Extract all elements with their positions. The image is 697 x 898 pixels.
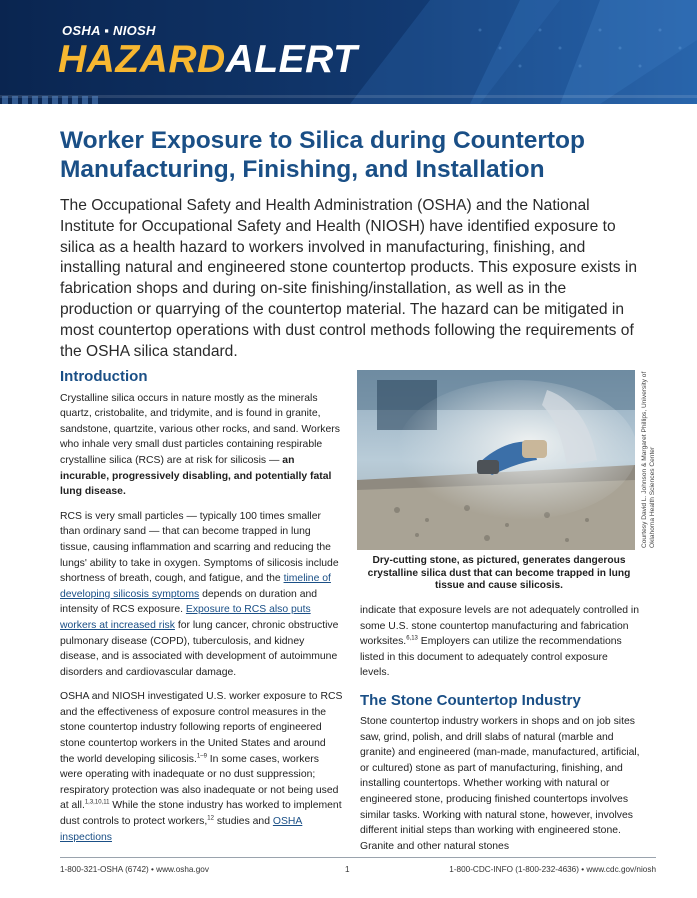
- intro-p3-text-b: In some cases, workers were operating with inadequate or no dust suppression; respiratory protection was also inadequate or not being used at all.: [60, 753, 339, 812]
- banner-orgs: OSHA ▪ NIOSH: [62, 23, 156, 38]
- intro-p1-text: Crystalline silica occurs in nature mostly as the minerals quartz, cristobalite, and tridymite, and is found in granite, sandstone, quartzite, various other rocks, and sand. Workers who inhale very small dust particles containing respirable crystalline silica (RCS) are at risk for silicosis —: [60, 392, 340, 466]
- increased-risk-link[interactable]: Exposure to RCS also puts workers at increased risk: [60, 604, 311, 631]
- intro-p3-sup3: 12: [207, 815, 214, 822]
- intro-p2-text-a: RCS is very small particles — typically 100 times smaller than ordinary sand — that can become trapped in lung tissue, causing inflammation and scarring and reducing the lungs' ability to take in oxygen. Symptoms of silicosis include shortness of breath, cough, and fatigue, and the: [60, 510, 339, 585]
- intro-p2: [60, 509, 343, 681]
- intro-p3-sup1: 1–9: [196, 753, 207, 760]
- header-banner: [0, 0, 697, 104]
- industry-heading: The Stone Countertop Industry: [360, 692, 581, 709]
- page-title: Worker Exposure to Silica during Countertop Manufacturing, Finishing, and Installation: [60, 127, 585, 183]
- industry-heading-wrap: [360, 693, 650, 715]
- banner-alert-word: ALERT: [225, 38, 358, 81]
- silicosis-timeline-link[interactable]: timeline of developing silicosis symptoms: [60, 573, 331, 600]
- photo-illustration: [357, 370, 635, 550]
- introduction-heading: Introduction: [60, 368, 148, 385]
- right-continuation-text: [360, 603, 640, 681]
- photo-credit: Courtesy David L. Johnson & Margaret Phillips, University of Oklahoma Health Sciences Center: [641, 371, 656, 548]
- banner-hazard-word: HAZARD: [58, 38, 226, 81]
- footer-divider: [60, 857, 656, 858]
- banner-wordmark: [58, 38, 357, 82]
- right-column-continuation: [360, 603, 640, 690]
- intro-p1-bold: an incurable, progressively disabling, and potentially fatal lung disease.: [60, 454, 332, 498]
- industry-section: [360, 714, 642, 863]
- right-continuation-b: Employers can utilize the recommendations listed in this document to adequately control exposure levels.: [360, 636, 622, 679]
- intro-p3-text-a: OSHA and NIOSH investigated U.S. worker exposure to RCS and the effectiveness of exposure control measures in the stone countertop industry following reports of engineered stone countertop workers in the United States and around the world developing silicosis.: [60, 691, 343, 765]
- intro-paragraph: The Occupational Safety and Health Administration (OSHA) and the National Institute for Occupational Safety and Health (NIOSH) have identified exposure to silica as a health hazard to workers involved in manufacturing, finishing, and installing natural and engineered stone countertop products. This exposure exists in fabrication shops and during on-site finishing/installation, as well as in the production or quarrying of the countertop material. The hazard can be mitigated in most countertop operations with dust control methods following the requirements of the OSHA silica standard.: [60, 197, 638, 360]
- osha-inspections-link[interactable]: OSHA inspections: [60, 816, 303, 843]
- intro-p3-text-c: While the stone industry has worked to implement dust controls to protect workers,: [60, 800, 342, 828]
- footer-cdc-contact: 1-800-CDC-INFO (1-800-232-4636) • www.cdc.gov/niosh: [449, 865, 656, 874]
- footer-osha-contact: 1-800-321-OSHA (6742) • www.osha.gov: [60, 865, 209, 874]
- page-number: 1: [345, 865, 350, 874]
- intro-p2-text-c: for lung cancer, chronic obstructive pulmonary disease (COPD), tuberculosis, and kidney disease, and is associated with development of autoimmune disorders and cardiovascular damage.: [60, 619, 339, 678]
- intro-p1: [60, 391, 343, 500]
- introduction-section: [60, 369, 343, 854]
- right-continuation-sup: 6,13: [406, 635, 418, 642]
- right-continuation-a: indicate that exposure levels are not adequately controlled in some U.S. stone countertop manufacturing and fabrication worksites.: [360, 605, 639, 648]
- intro-p3: [60, 689, 343, 845]
- intro-p3-sup2: 1,3,10,11: [84, 799, 110, 806]
- intro-p2-text-b: depends on duration and intensity of RCS exposure.: [60, 588, 318, 616]
- dry-cutting-photo: [357, 370, 635, 550]
- industry-text: Stone countertop industry workers in shops and on job sites saw, grind, polish, and drill slabs of natural (marble and granite) and engineered (man-made, manufactured, artificial, or cultured) stone as part of manufacturing, finishing, and installing countertops. Whether working with natural or engineered stone, producing finished countertops involves similar tasks. Working with natural stone, however, involves different initial steps than working with engineered stone. Granite and other natural stones: [360, 716, 640, 852]
- photo-caption: Dry-cutting stone, as pictured, generates dangerous crystalline silica dust that can become trapped in lung tissue and cause silicosis.: [367, 555, 631, 591]
- intro-p3-text-d: studies and: [213, 816, 270, 828]
